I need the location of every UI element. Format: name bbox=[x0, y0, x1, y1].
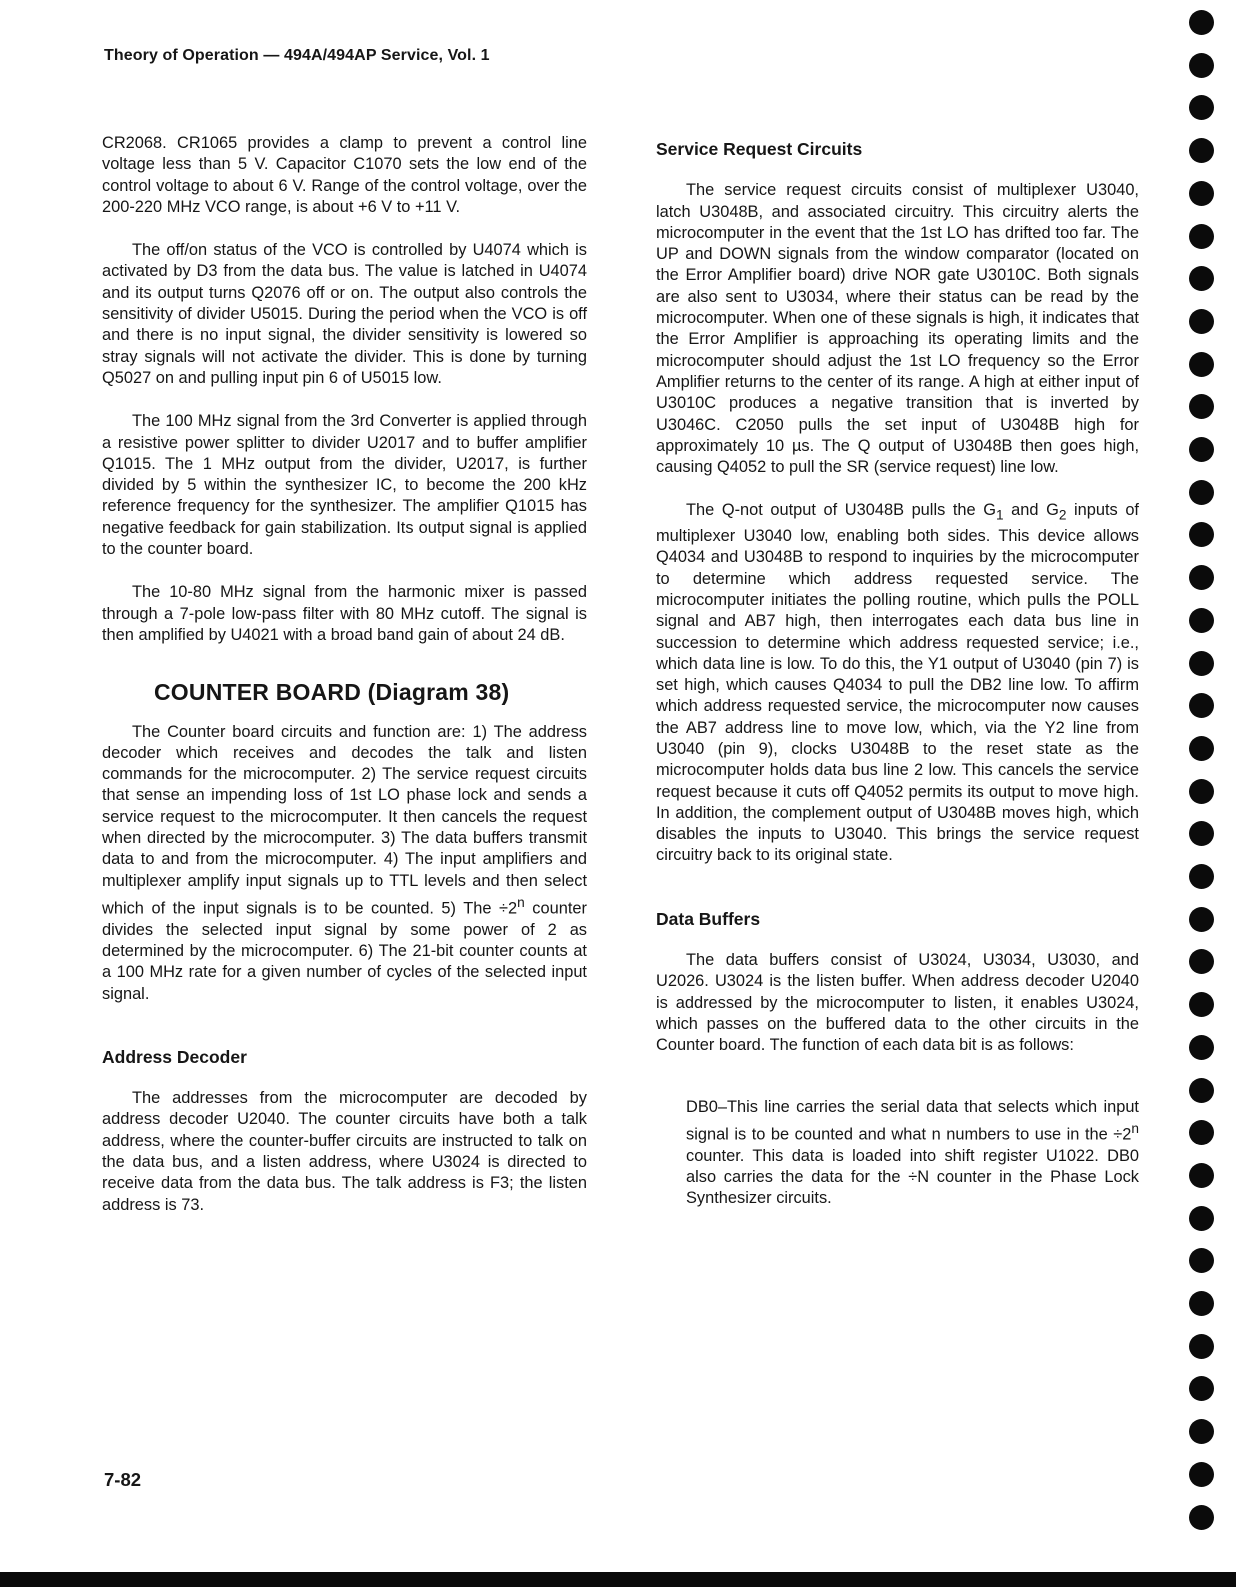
paragraph: The service request circuits consist of multiplexer U3040, latch U3048B, and associated circuitry. This circuitry alerts the microcomputer in the event that the 1st LO has drifted too far. The UP and DOWN signals from the window comparator (located on the Error Amplifier board) drive NOR gate U3010C. Both signals are also sent to U3034, where their status can be read by the microcomputer. When one of these signals is high, it indicates that the Error Amplifier is approaching its operating limits and the microcomputer should adjust the 1st LO frequency so the Error Amplifier returns to the center of its range. A high at either input of U3010C produces a negative transition that is inverted by U3046C. C2050 pulls the set input of U3048B high for approximately 10 µs. The Q output of U3048B then goes high, causing Q4052 to pull the SR (service request) line low. bbox=[656, 181, 1139, 477]
binder-hole bbox=[1189, 992, 1214, 1017]
binder-hole bbox=[1189, 53, 1214, 78]
subscript: 2 bbox=[1058, 507, 1067, 523]
binder-hole bbox=[1189, 1334, 1214, 1359]
paragraph: The off/on status of the VCO is controlled by U4074 which is activated by D3 from the data bus. The value is latched in U4074 and its output turns Q2076 off or on. The output also controls the sensitivity of divider U5015. During the period when the VCO is off and there is no input signal, the divider sensitivity is lowered so stray signals will not activate the divider. This is done by turning Q5027 on and pulling input pin 6 of U5015 low. bbox=[102, 241, 587, 387]
binder-hole bbox=[1189, 949, 1214, 974]
superscript: n bbox=[1131, 1120, 1139, 1136]
section-heading: COUNTER BOARD (Diagram 38) bbox=[154, 679, 510, 706]
text-run: counter divides the selected input signal by some power of 2 as determined by the microcomputer. 6) The 21-bit counter counts at a 100 MHz rate for a given number of cycles of the selected input signal. bbox=[102, 899, 587, 1003]
binder-holes bbox=[1189, 0, 1225, 1587]
binder-hole bbox=[1189, 565, 1214, 590]
paragraph bbox=[102, 722, 587, 1005]
text-run: and G bbox=[1003, 501, 1059, 520]
binder-hole bbox=[1189, 522, 1214, 547]
binder-hole bbox=[1189, 10, 1214, 35]
binder-hole bbox=[1189, 1419, 1214, 1444]
binder-hole bbox=[1189, 181, 1214, 206]
list-item bbox=[686, 1097, 1139, 1210]
binder-hole bbox=[1189, 309, 1214, 334]
binder-hole bbox=[1189, 736, 1214, 761]
left-column bbox=[102, 133, 587, 1238]
subsection-heading: Data Buffers bbox=[656, 908, 761, 929]
paragraph: The 10-80 MHz signal from the harmonic mixer is passed through a 7-pole low-pass filter with 80 MHz cutoff. The signal is then amplified by U4021 with a broad band gain of about 24 dB. bbox=[102, 583, 587, 644]
binder-hole bbox=[1189, 1163, 1214, 1188]
binder-hole bbox=[1189, 1206, 1214, 1231]
binder-hole bbox=[1189, 693, 1214, 718]
right-column bbox=[656, 139, 1139, 1210]
binder-hole bbox=[1189, 1505, 1214, 1530]
text-run: DB0–This line carries the serial data that selects which input signal is to be counted and what n numbers to use in the ÷2 bbox=[686, 1097, 1139, 1144]
binder-hole bbox=[1189, 1035, 1214, 1060]
binder-hole bbox=[1189, 394, 1214, 419]
text-run: The Q-not output of U3048B pulls the G bbox=[686, 501, 996, 520]
subsection-heading: Address Decoder bbox=[102, 1046, 247, 1067]
text-run: inputs of multiplexer U3040 low, enabling both sides. This device allows Q4034 and U3048B to respond to inquiries by the microcomputer to determine which address requested service. The microcomputer initiates the polling routine, which pulls the POLL signal and AB7 high, then interrogates each data bus line in succession to determine which address requested service; i.e., which data line is low. To do this, the Y1 output of U3040 (pin 7) is set high, which causes Q4034 to pull the DB2 line low. To affirm which address requested service, the microcomputer now causes the AB7 address line to move low, which, via the Y2 line from U3040 (pin 9), clocks U3048B to the reset state as the microcomputer holds data bus line 2 low. This cancels the service request because it cuts off Q4052 permits its output to move high. In addition, the complement output of U3048B moves high, which disables the inputs to U3040. This brings the service request circuitry back to its original state. bbox=[656, 501, 1139, 865]
subscript: 1 bbox=[995, 507, 1004, 523]
paragraph bbox=[656, 500, 1139, 866]
binder-hole bbox=[1189, 1078, 1214, 1103]
binder-hole bbox=[1189, 224, 1214, 249]
binder-hole bbox=[1189, 1248, 1214, 1273]
binder-hole bbox=[1189, 437, 1214, 462]
paragraph: The 100 MHz signal from the 3rd Converter is applied through a resistive power splitter to divider U2017 and to buffer amplifier Q1015. The 1 MHz output from the divider, U2017, is further divided by 5 within the synthesizer IC, to become the 200 kHz reference frequency for the synthesizer. The amplifier Q1015 has negative feedback for gain stabilization. Its output signal is applied to the counter board. bbox=[102, 412, 587, 559]
binder-hole bbox=[1189, 608, 1214, 633]
binder-hole bbox=[1189, 266, 1214, 291]
binder-hole bbox=[1189, 821, 1214, 846]
binder-hole bbox=[1189, 779, 1214, 804]
running-header: Theory of Operation — 494A/494AP Service, Vol. 1 bbox=[104, 47, 490, 64]
binder-hole bbox=[1189, 864, 1214, 889]
binder-hole bbox=[1189, 1462, 1214, 1487]
paragraph: The addresses from the microcomputer are decoded by address decoder U2040. The counter circuits have both a talk address, where the counter-buffer circuits are instructed to talk on the data bus, and a listen address, where U3024 is directed to receive data from the data bus. The talk address is F3; the listen address is 73. bbox=[102, 1089, 587, 1214]
binder-hole bbox=[1189, 138, 1214, 163]
paragraph: The data buffers consist of U3024, U3034, U3030, and U2026. U3024 is the listen buffer. When address decoder U2040 is addressed by the microcomputer to listen, it enables U3024, which passes on the buffered data to the other circuits in the Counter board. The function of each data bit is as follows: bbox=[656, 951, 1139, 1055]
binder-hole bbox=[1189, 651, 1214, 676]
paragraph: CR2068. CR1065 provides a clamp to prevent a control line voltage less than 5 V. Capacitor C1070 sets the low end of the control voltage to about 6 V. Range of the control voltage, over the 200-220 MHz VCO range, is about +6 V to +11 V. bbox=[102, 134, 587, 216]
scan-edge-bar bbox=[0, 1572, 1236, 1587]
binder-hole bbox=[1189, 1120, 1214, 1145]
page-number: 7-82 bbox=[104, 1469, 142, 1490]
binder-hole bbox=[1189, 95, 1214, 120]
superscript: n bbox=[517, 894, 525, 910]
text-run: counter. This data is loaded into shift register U1022. DB0 also carries the data for the ÷N counter in the Phase Lock Synthesizer circuits. bbox=[686, 1146, 1139, 1208]
binder-hole bbox=[1189, 907, 1214, 932]
binder-hole bbox=[1189, 1376, 1214, 1401]
binder-hole bbox=[1189, 1291, 1214, 1316]
subsection-heading: Service Request Circuits bbox=[656, 139, 863, 159]
binder-hole bbox=[1189, 352, 1214, 377]
text-run: The Counter board circuits and function are: 1) The address decoder which receives and decodes the talk and listen commands for the microcomputer. 2) The service request circuits that sense an impending loss of 1st LO phase lock and sends a service request to the microcomputer. It then cancels the request when directed by the microcomputer. 3) The data buffers transmit data to and from the microcomputer. 4) The input amplifiers and multiplexer amplify input signals up to TTL levels and then select which of the input signals is to be counted. 5) The ÷2 bbox=[102, 722, 587, 918]
binder-hole bbox=[1189, 480, 1214, 505]
